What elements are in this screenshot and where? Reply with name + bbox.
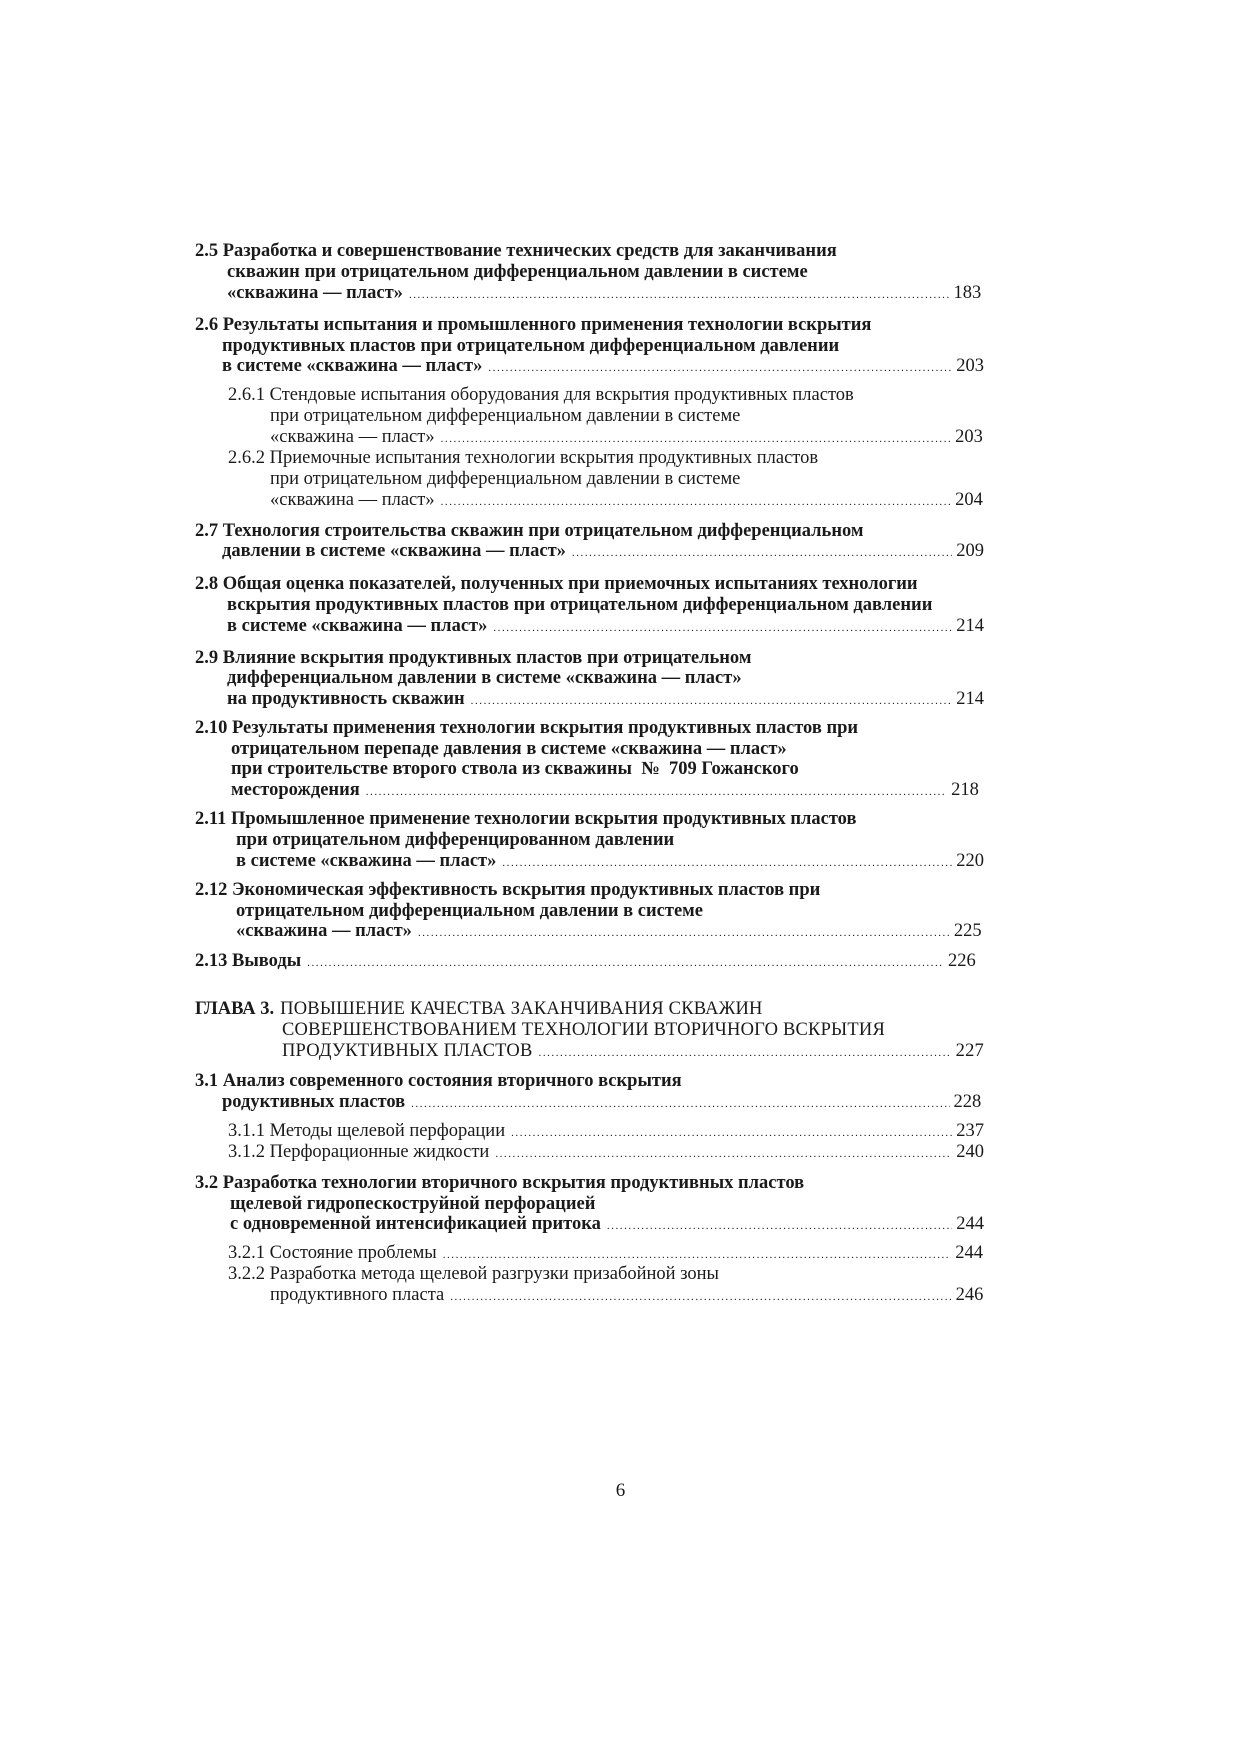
toc-text: «скважина — пласт» [270,490,435,510]
page-ref: 203 [956,356,984,376]
toc-entry-2-9-line-3[interactable] [0,689,1241,713]
toc-text: месторождения [231,780,360,800]
toc-text: «скважина — пласт» [236,921,412,941]
toc-text: в системе «скважина — пласт» [222,356,483,376]
toc-text: щелевой гидропескоструйной перфорацией [230,1194,596,1214]
toc-text: СОВЕРШЕНСТВОВАНИЕМ ТЕХНОЛОГИИ ВТОРИЧНОГО ВСКРЫТИЯ [282,1020,885,1040]
page-ref: 214 [956,616,984,636]
toc-text: 2.10 Результаты применения технологии вскрытия продуктивных пластов при [195,718,859,738]
page-ref: 225 [953,921,982,941]
toc-text: при отрицательном дифференциальном давлении в системе [270,469,741,489]
toc-entry-3-1-2[interactable] [0,1142,1241,1166]
toc-text: скважин при отрицательном дифференциальном давлении в системе [227,262,808,282]
toc-text: родуктивных пластов [222,1092,406,1112]
leader-dots [488,356,952,377]
toc-entry-2-5-line-3[interactable] [0,283,1241,307]
toc-text: 3.1 Анализ современного состояния вторичного вскрытия [195,1071,682,1091]
leader-dots [441,490,952,511]
toc-text: 2.7 Технология строительства скважин при отрицательном дифференциальном [195,521,864,541]
toc-entry-2-13[interactable] [0,951,1241,975]
toc-text: 3.2.2 Разработка метода щелевой разгрузки призабойной зоны [228,1264,719,1284]
toc-entry-3-1-line-2[interactable] [0,1092,1241,1116]
toc-text: при отрицательном дифференцированном давлении [236,830,675,850]
toc-entry-3-2-2-line-2[interactable] [0,1285,1241,1309]
leader-dots [502,851,952,872]
page-ref: 240 [956,1142,984,1162]
toc-text: продуктивных пластов при отрицательном дифференциальном давлении [222,336,840,356]
toc-entry-2-12-line-3[interactable] [0,921,1241,945]
leader-dots [539,1041,952,1062]
page-number: 6 [615,1480,626,1501]
toc-text: в системе «скважина — пласт» [227,616,488,636]
toc-text: дифференциальном давлении в системе «скважина — пласт» [227,668,742,688]
page-ref: 220 [956,851,984,871]
toc-text: 2.6.2 Приемочные испытания технологии вскрытия продуктивных пластов [228,448,819,468]
page-ref: 228 [953,1092,982,1112]
page-ref: 183 [953,283,982,303]
toc-text: 3.1.1 Методы щелевой перфорации [228,1121,506,1141]
toc-text: ПОВЫШЕНИЕ КАЧЕСТВА ЗАКАНЧИВАНИЯ СКВАЖИН [280,999,763,1019]
toc-text: вскрытия продуктивных пластов при отрицательном дифференциальном давлении [227,595,933,615]
leader-dots [441,427,952,448]
toc-text: при отрицательном дифференциальном давлении в системе [270,406,741,426]
page-ref: 214 [956,689,984,709]
page-ref: 218 [951,780,979,800]
toc-text: давлении в системе «скважина — пласт» [222,541,566,561]
leader-dots [511,1121,952,1142]
toc-text: 2.11 Промышленное применение технологии вскрытия продуктивных пластов [195,809,857,829]
toc-entry-2-7-line-2[interactable] [0,541,1241,565]
page-ref: 203 [955,427,983,447]
leader-dots [409,283,950,304]
leader-dots [572,541,952,562]
toc-entry-2-8-line-3[interactable] [0,616,1241,640]
toc-text: «скважина — пласт» [227,283,403,303]
toc-entry-2-10-line-4[interactable] [0,780,1241,804]
toc-entry-3-2-line-3[interactable] [0,1214,1241,1238]
leader-dots [493,616,952,637]
toc-text: «скважина — пласт» [270,427,435,447]
toc-text: 2.13 Выводы [195,951,302,971]
leader-dots [607,1214,952,1235]
toc-text: 3.2.1 Состояние проблемы [228,1243,437,1263]
page-ref: 227 [955,1041,984,1061]
page-ref: 204 [955,490,983,510]
toc-text: с одновременной интенсификацией притока [230,1214,601,1234]
toc-entry-2-6-2-line-3[interactable] [0,490,1241,514]
leader-dots [495,1142,952,1163]
toc-text: отрицательном перепаде давления в системе «скважина — пласт» [231,739,787,759]
leader-dots [411,1092,949,1113]
toc-text: 2.9 Влияние вскрытия продуктивных пластов при отрицательном [195,648,752,668]
toc-text: 2.5 Разработка и совершенствование технических средств для заканчивания [195,241,837,261]
toc-text: 3.2 Разработка технологии вторичного вскрытия продуктивных пластов [195,1173,805,1193]
page-ref: 246 [955,1285,984,1305]
toc-text: 2.8 Общая оценка показателей, полученных при приемочных испытаниях технологии [195,574,918,594]
toc-text: ПРОДУКТИВНЫХ ПЛАСТОВ [282,1041,533,1061]
leader-dots [307,951,944,972]
page-ref: 226 [947,951,976,971]
toc-text: на продуктивность скважин [227,689,465,709]
toc-entry-2-6-line-3[interactable] [0,356,1241,380]
toc-text: продуктивного пласта [270,1285,445,1305]
toc-entry-2-11-line-3[interactable] [0,851,1241,875]
page-ref: 244 [956,1214,984,1234]
toc-text: 3.1.2 Перфорационные жидкости [228,1142,490,1162]
toc-chapter-3-line-3[interactable] [0,1041,1241,1065]
toc-text: отрицательном дифференциальном давлении в системе [236,901,703,921]
toc-text: 2.6 Результаты испытания и промышленного применения технологии вскрытия [195,315,872,335]
page-ref: 244 [955,1243,983,1263]
toc-text: при строительстве второго ствола из скважины № 709 Гожанского [231,759,799,779]
leader-dots [443,1243,952,1264]
leader-dots [418,921,950,942]
leader-dots [471,689,953,710]
chapter-label: ГЛАВА 3. [195,999,275,1019]
leader-dots [450,1285,951,1306]
toc-text: 2.12 Экономическая эффективность вскрытия продуктивных пластов при [195,880,821,900]
page-ref: 237 [956,1121,984,1141]
toc-text: в системе «скважина — пласт» [236,851,497,871]
page-ref: 209 [956,541,984,561]
leader-dots [366,780,947,801]
toc-text: 2.6.1 Стендовые испытания оборудования для вскрытия продуктивных пластов [228,385,854,405]
